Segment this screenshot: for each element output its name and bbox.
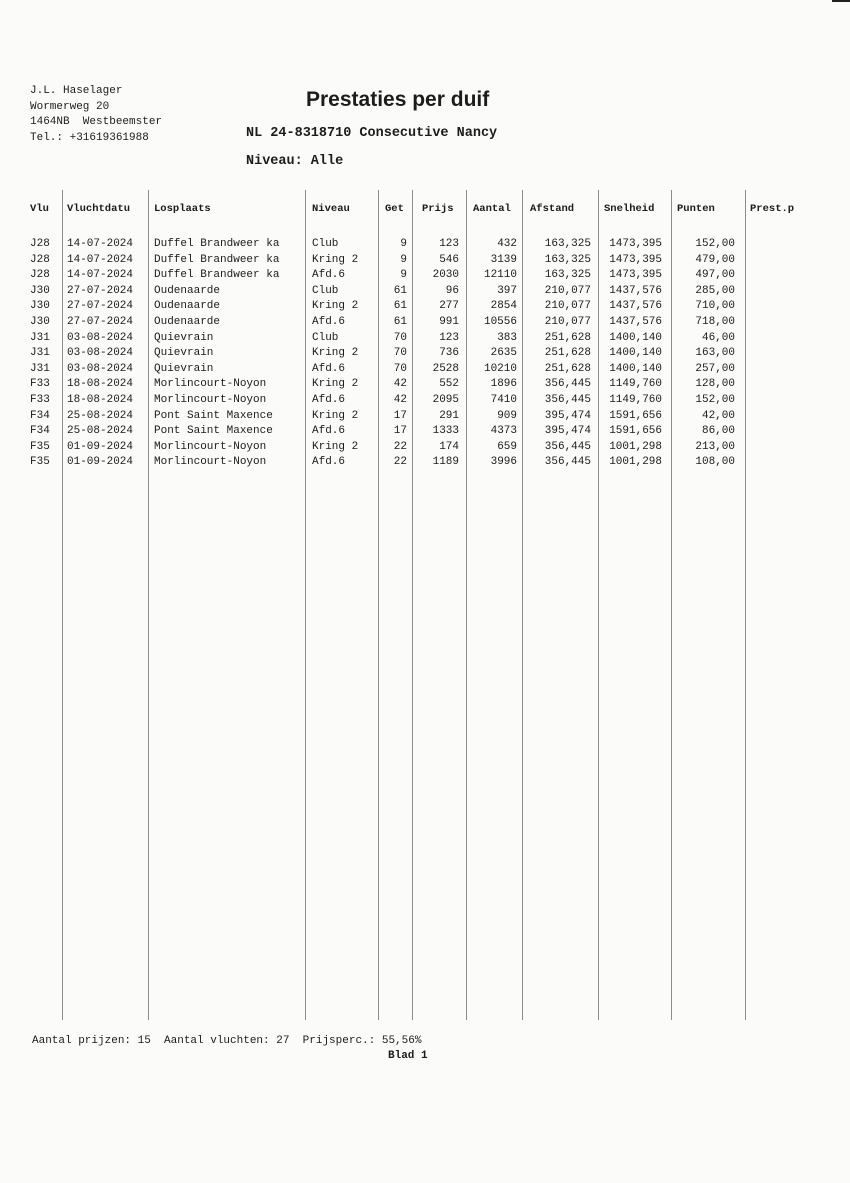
cell-aantal: 397 [497,284,517,297]
cell-niveau: Club [312,284,339,297]
cell-afstand: 163,325 [544,253,591,266]
cell-aantal: 3996 [490,456,517,469]
column-divider [745,190,746,1020]
cell-niveau: Afd.6 [312,456,346,469]
cell-punten: 108,00 [695,456,735,469]
cell-get: 42 [393,394,407,406]
cell-get: 42 [393,378,407,391]
cell-snelheid: 1400,140 [609,347,662,360]
cell-afstand: 251,628 [544,331,591,344]
cell-afstand: 210,077 [544,316,591,328]
cell-losplaats: Oudenaarde [154,316,221,328]
cell-vlu: J31 [30,331,50,344]
cell-get: 61 [393,284,407,297]
cell-snelheid: 1149,760 [609,394,662,406]
cell-vlu: J28 [30,238,50,250]
column-divider [466,190,467,1020]
cell-prijs: 1333 [432,425,459,438]
cell-aantal: 432 [497,238,517,250]
cell-vlu: F33 [30,378,50,391]
cell-get: 22 [393,456,407,469]
cell-datum: 14-07-2024 [67,238,134,250]
cell-get: 9 [400,269,407,282]
cell-get: 17 [393,425,407,438]
cell-niveau: Afd.6 [312,425,346,438]
cell-snelheid: 1473,395 [609,269,662,282]
cell-datum: 25-08-2024 [67,425,134,438]
column-header-aantal: Aantal [473,203,511,215]
cell-aantal: 10210 [483,362,517,375]
cell-snelheid: 1437,576 [609,300,662,313]
cell-niveau: Afd.6 [312,362,346,375]
cell-snelheid: 1473,395 [609,253,662,266]
cell-losplaats: Morlincourt-Noyon [154,378,267,391]
cell-losplaats: Duffel Brandweer ka [154,253,280,266]
cell-prijs: 1189 [432,456,459,469]
cell-snelheid: 1400,140 [609,331,662,344]
cell-prijs: 277 [439,300,459,313]
cell-get: 9 [400,253,407,266]
cell-punten: 285,00 [695,284,735,297]
cell-aantal: 12110 [483,269,517,282]
column-header-vluchtdatum: Vluchtdatu [67,203,131,215]
cell-aantal: 3139 [490,253,517,266]
cell-prijs: 2528 [432,362,459,375]
cell-vlu: F35 [30,456,50,469]
cell-aantal: 4373 [490,425,517,438]
cell-losplaats: Pont Saint Maxence [154,409,273,422]
cell-afstand: 395,474 [544,425,591,438]
cell-datum: 03-08-2024 [67,347,134,360]
cell-afstand: 251,628 [544,362,591,375]
cell-punten: 86,00 [701,425,735,438]
cell-prijs: 123 [439,238,459,250]
cell-prijs: 174 [439,440,459,453]
sender-name: J.L. Haselager [30,85,123,97]
column-divider [522,190,523,1020]
cell-afstand: 356,445 [544,440,591,453]
cell-prijs: 2095 [432,394,459,406]
cell-datum: 14-07-2024 [67,269,134,282]
cell-punten: 718,00 [695,316,735,328]
cell-niveau: Afd.6 [312,316,346,328]
cell-punten: 128,00 [695,378,735,391]
cell-punten: 163,00 [695,347,735,360]
cell-niveau: Kring 2 [312,300,359,313]
cell-datum: 03-08-2024 [67,331,134,344]
cell-punten: 46,00 [701,331,735,344]
cell-punten: 710,00 [695,300,735,313]
cell-losplaats: Quievrain [154,347,214,360]
cell-losplaats: Duffel Brandweer ka [154,269,280,282]
summary-footer: Aantal prijzen: 15 Aantal vluchten: 27 Prijsperc.: 55,56% [32,1035,422,1047]
column-divider [62,190,63,1020]
sender-address [30,84,162,146]
cell-losplaats: Morlincourt-Noyon [154,394,267,406]
cell-afstand: 163,325 [544,269,591,282]
cell-afstand: 356,445 [544,456,591,469]
column-header-afstand: Afstand [530,203,575,215]
cell-datum: 14-07-2024 [67,253,134,266]
cell-vlu: F34 [30,409,50,422]
cell-afstand: 251,628 [544,347,591,360]
cell-datum: 18-08-2024 [67,378,134,391]
cell-prijs: 96 [445,284,459,297]
column-divider [148,190,149,1020]
cell-snelheid: 1591,656 [609,409,662,422]
cell-aantal: 1896 [490,378,517,391]
column-header-punten: Punten [677,203,715,215]
cell-punten: 479,00 [695,253,735,266]
cell-prijs: 546 [439,253,459,266]
cell-vlu: J30 [30,284,50,297]
cell-get: 70 [393,362,407,375]
cell-niveau: Club [312,238,339,250]
cell-afstand: 210,077 [544,284,591,297]
cell-get: 22 [393,440,407,453]
scan-corner-mark [832,0,850,2]
cell-niveau: Kring 2 [312,409,359,422]
column-header-prestatie: Prest.p [750,203,795,215]
cell-snelheid: 1437,576 [609,284,662,297]
cell-niveau: Kring 2 [312,347,359,360]
cell-snelheid: 1473,395 [609,238,662,250]
cell-aantal: 909 [497,409,517,422]
cell-vlu: F35 [30,440,50,453]
cell-afstand: 210,077 [544,300,591,313]
cell-get: 70 [393,331,407,344]
cell-punten: 152,00 [695,394,735,406]
cell-prijs: 291 [439,409,459,422]
cell-niveau: Afd.6 [312,394,346,406]
cell-aantal: 10556 [483,316,517,328]
cell-get: 61 [393,316,407,328]
cell-snelheid: 1400,140 [609,362,662,375]
cell-losplaats: Oudenaarde [154,284,221,297]
column-header-vlu: Vlu [30,203,49,215]
cell-niveau: Kring 2 [312,440,359,453]
cell-niveau: Kring 2 [312,378,359,391]
cell-vlu: J28 [30,253,50,266]
cell-snelheid: 1437,576 [609,316,662,328]
cell-snelheid: 1001,298 [609,440,662,453]
cell-afstand: 163,325 [544,238,591,250]
cell-prijs: 552 [439,378,459,391]
cell-vlu: J31 [30,362,50,375]
cell-losplaats: Morlincourt-Noyon [154,440,267,453]
cell-aantal: 2635 [490,347,517,360]
cell-get: 70 [393,347,407,360]
column-header-niveau: Niveau [312,203,350,215]
cell-prijs: 2030 [432,269,459,282]
cell-vlu: J30 [30,316,50,328]
cell-get: 9 [400,238,407,250]
cell-losplaats: Pont Saint Maxence [154,425,273,438]
cell-losplaats: Oudenaarde [154,300,221,313]
column-header-losplaats: Losplaats [154,203,211,215]
cell-datum: 18-08-2024 [67,394,134,406]
cell-snelheid: 1591,656 [609,425,662,438]
cell-get: 61 [393,300,407,313]
column-divider [378,190,379,1020]
cell-datum: 27-07-2024 [67,300,134,313]
sender-city: 1464NB Westbeemster [30,116,163,128]
cell-vlu: J30 [30,300,50,313]
cell-losplaats: Morlincourt-Noyon [154,456,267,469]
sender-street: Wormerweg 20 [30,100,110,113]
cell-aantal: 2854 [490,300,517,313]
column-header-get: Get [385,203,404,215]
cell-datum: 27-07-2024 [67,284,134,297]
cell-afstand: 395,474 [544,409,591,422]
cell-vlu: J31 [30,347,50,360]
cell-aantal: 659 [497,440,517,453]
cell-punten: 497,00 [695,269,735,282]
column-header-prijs: Prijs [422,203,454,215]
cell-afstand: 356,445 [544,394,591,406]
column-divider [598,190,599,1020]
page-number: Blad 1 [388,1050,428,1062]
cell-vlu: J28 [30,269,50,282]
cell-losplaats: Quievrain [154,362,214,375]
cell-punten: 257,00 [695,362,735,375]
cell-datum: 03-08-2024 [67,362,134,375]
cell-punten: 213,00 [695,440,735,453]
cell-losplaats: Quievrain [154,331,214,344]
cell-afstand: 356,445 [544,378,591,391]
pigeon-id: NL 24-8318710 Consecutive Nancy [246,126,498,141]
cell-punten: 42,00 [701,409,735,422]
cell-vlu: F33 [30,394,50,406]
cell-datum: 01-09-2024 [67,456,134,469]
cell-aantal: 7410 [490,394,517,406]
cell-datum: 27-07-2024 [67,316,134,328]
sender-phone: Tel.: +31619361988 [30,131,149,144]
cell-prijs: 123 [439,331,459,344]
cell-punten: 152,00 [695,238,735,250]
cell-aantal: 383 [497,331,517,344]
cell-get: 17 [393,409,407,422]
cell-snelheid: 1149,760 [609,378,662,391]
cell-vlu: F34 [30,425,50,438]
cell-datum: 01-09-2024 [67,440,134,453]
cell-niveau: Afd.6 [312,269,346,282]
cell-prijs: 736 [439,347,459,360]
column-header-snelheid: Snelheid [604,203,655,215]
cell-niveau: Kring 2 [312,253,359,266]
document-title: Prestaties per duif [306,88,490,111]
cell-datum: 25-08-2024 [67,409,134,422]
column-divider [671,190,672,1020]
cell-prijs: 991 [439,316,459,328]
level-filter: Niveau: Alle [246,154,344,169]
cell-snelheid: 1001,298 [609,456,662,469]
cell-losplaats: Duffel Brandweer ka [154,238,280,250]
cell-niveau: Club [312,331,339,344]
column-divider [305,190,306,1020]
